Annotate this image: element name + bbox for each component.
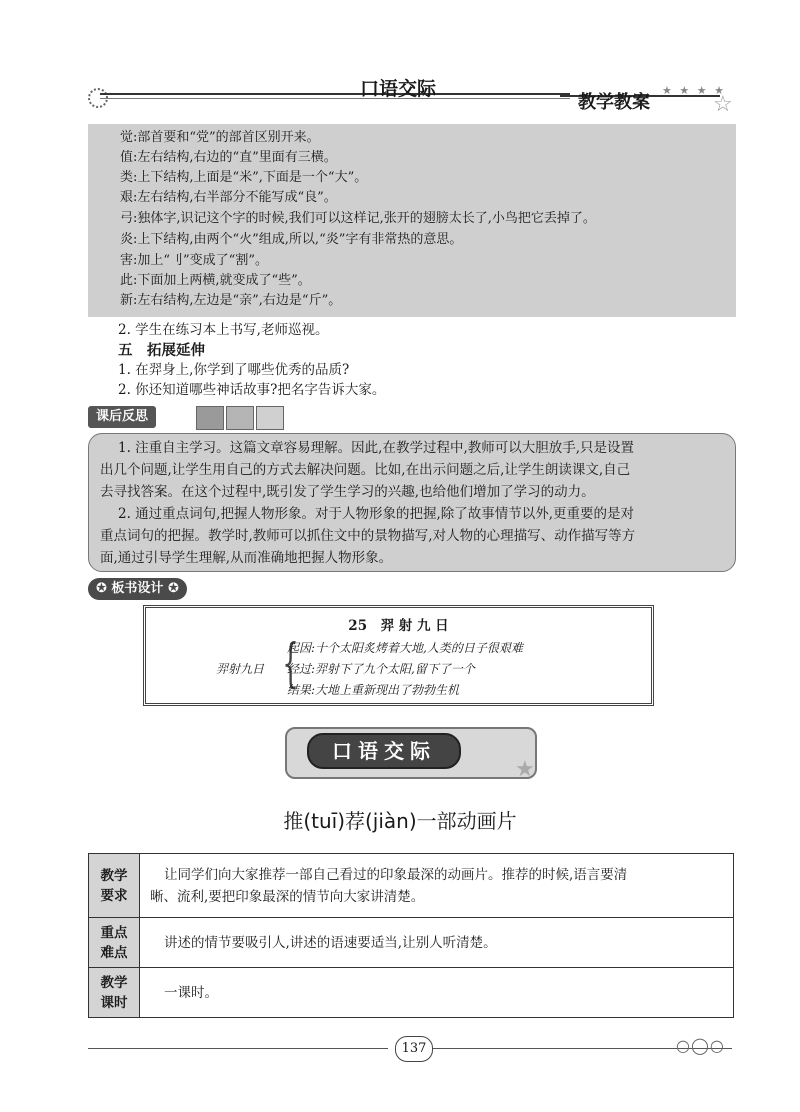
row-label-line: 课时 [100, 994, 128, 1011]
table-row [89, 968, 734, 1018]
step-2-text: 2. 学生在练习本上书写,老师巡视。 [118, 322, 329, 338]
board-main-label: 羿射九日 [216, 662, 265, 676]
board-tag-label: 板书设计 [111, 581, 164, 596]
board-design-box [143, 605, 654, 706]
header-star-icon: ☆ [713, 92, 733, 117]
reflection-line: 重点词句的把握。教学时,教师可以抓住文中的景物描写,对人物的心理描写、动作描写等方 [100, 528, 636, 544]
page-number: 137 [395, 1036, 433, 1062]
reflection-tag: 课后反思 [88, 406, 156, 428]
row-content [140, 918, 734, 968]
decor-square [256, 406, 284, 430]
table-row [89, 918, 734, 968]
row-label-line: 难点 [100, 944, 128, 961]
row-label-line: 要求 [100, 887, 128, 904]
row-label-line: 教学 [100, 974, 128, 991]
header-stars-icon: ★ ★ ★ ★ [662, 84, 726, 97]
reflection-line: 2. 通过重点词句,把握人物形象。对于人物形象的把握,除了故事情节以外,更重要的是对 [118, 506, 635, 522]
section-5-heading: 五 拓展延伸 [118, 343, 205, 359]
lesson-heading: 推(tuī)荐(jiàn)一部动画片 [283, 809, 517, 833]
char-note: 觉:部首要和“党”的部首区别开来。 [120, 130, 320, 145]
brace-icon: { [282, 634, 299, 694]
board-line: 经过:羿射下了九个太阳,留下了一个 [287, 662, 475, 676]
board-title: 25 羿 射 九 日 [348, 618, 449, 634]
row-content-line: 一课时。 [164, 984, 218, 1001]
char-note: 炎:上下结构,由两个“火”组成,所以,“炎”字有非常热的意思。 [120, 232, 463, 247]
footer-rule [88, 1048, 388, 1049]
star-icon: ✪ [96, 581, 112, 596]
star-icon: ✪ [163, 581, 179, 596]
char-note: 此:下面加上两横,就变成了“些”。 [120, 273, 311, 288]
char-note: 弓:独体字,识记这个字的时候,我们可以这样记,张开的翅膀太长了,小鸟把它丢掉了。 [120, 211, 596, 226]
row-content-line: 晰、流利,要把印象最深的情节向大家讲清楚。 [150, 888, 425, 905]
star-icon: ★ [515, 757, 535, 782]
row-label-line: 教学 [100, 867, 128, 884]
reflection-line: 去寻找答案。在这个过程中,既引发了学生学习的兴趣,也给他们增加了学习的动力。 [100, 484, 595, 500]
lesson-requirements-table [88, 853, 734, 1018]
board-line: 结果:大地上重新现出了勃勃生机 [287, 683, 460, 697]
header-center-title: 口语交际 [360, 78, 437, 100]
row-label [89, 854, 140, 918]
row-label [89, 918, 140, 968]
banner-title: 口语交际 [307, 733, 461, 769]
row-content [140, 968, 734, 1018]
decor-square [196, 406, 224, 430]
footer-circles-icon: ○◯○ [676, 1036, 725, 1055]
reflection-line: 出几个问题,让学生用自己的方式去解决问题。比如,在出示问题之后,让学生朗读课文,自己 [100, 462, 631, 478]
board-design-tag [88, 578, 187, 600]
reflection-line: 面,通过引导学生理解,从而准确地把握人物形象。 [100, 550, 393, 566]
board-line: 起因:十个太阳炙烤着大地,人类的日子很艰难 [287, 641, 523, 655]
section-5-item: 1. 在羿身上,你学到了哪些优秀的品质? [118, 362, 350, 378]
row-content-line: 让同学们向大家推荐一部自己看过的印象最深的动画片。推荐的时候,语言要清 [164, 866, 628, 883]
table-row [89, 854, 734, 918]
section-5-item: 2. 你还知道哪些神话故事?把名字告诉大家。 [118, 382, 386, 398]
reflection-line: 1. 注重自主学习。这篇文章容易理解。因此,在教学过程中,教师可以大胆放手,只是设置 [118, 440, 635, 456]
char-note: 新:左右结构,左边是“亲”,右边是“斤”。 [120, 293, 342, 308]
header-rule-thin [100, 98, 570, 99]
char-note: 艰:左右结构,右半部分不能写成“良”。 [120, 190, 337, 205]
header-rule [100, 93, 570, 95]
char-note: 值:左右结构,右边的“直”里面有三横。 [120, 150, 337, 165]
row-content-line: 讲述的情节要吸引人,讲述的语速要适当,让别人听清楚。 [164, 934, 497, 951]
char-note: 类:上下结构,上面是“米”,下面是一个“大”。 [120, 170, 368, 185]
decor-square [226, 406, 254, 430]
header-right-title: 教学教案 [578, 92, 650, 113]
row-content [140, 854, 734, 918]
char-note: 害:加上“刂”变成了“割”。 [120, 253, 268, 268]
row-label [89, 968, 140, 1018]
row-label-line: 重点 [100, 924, 128, 941]
